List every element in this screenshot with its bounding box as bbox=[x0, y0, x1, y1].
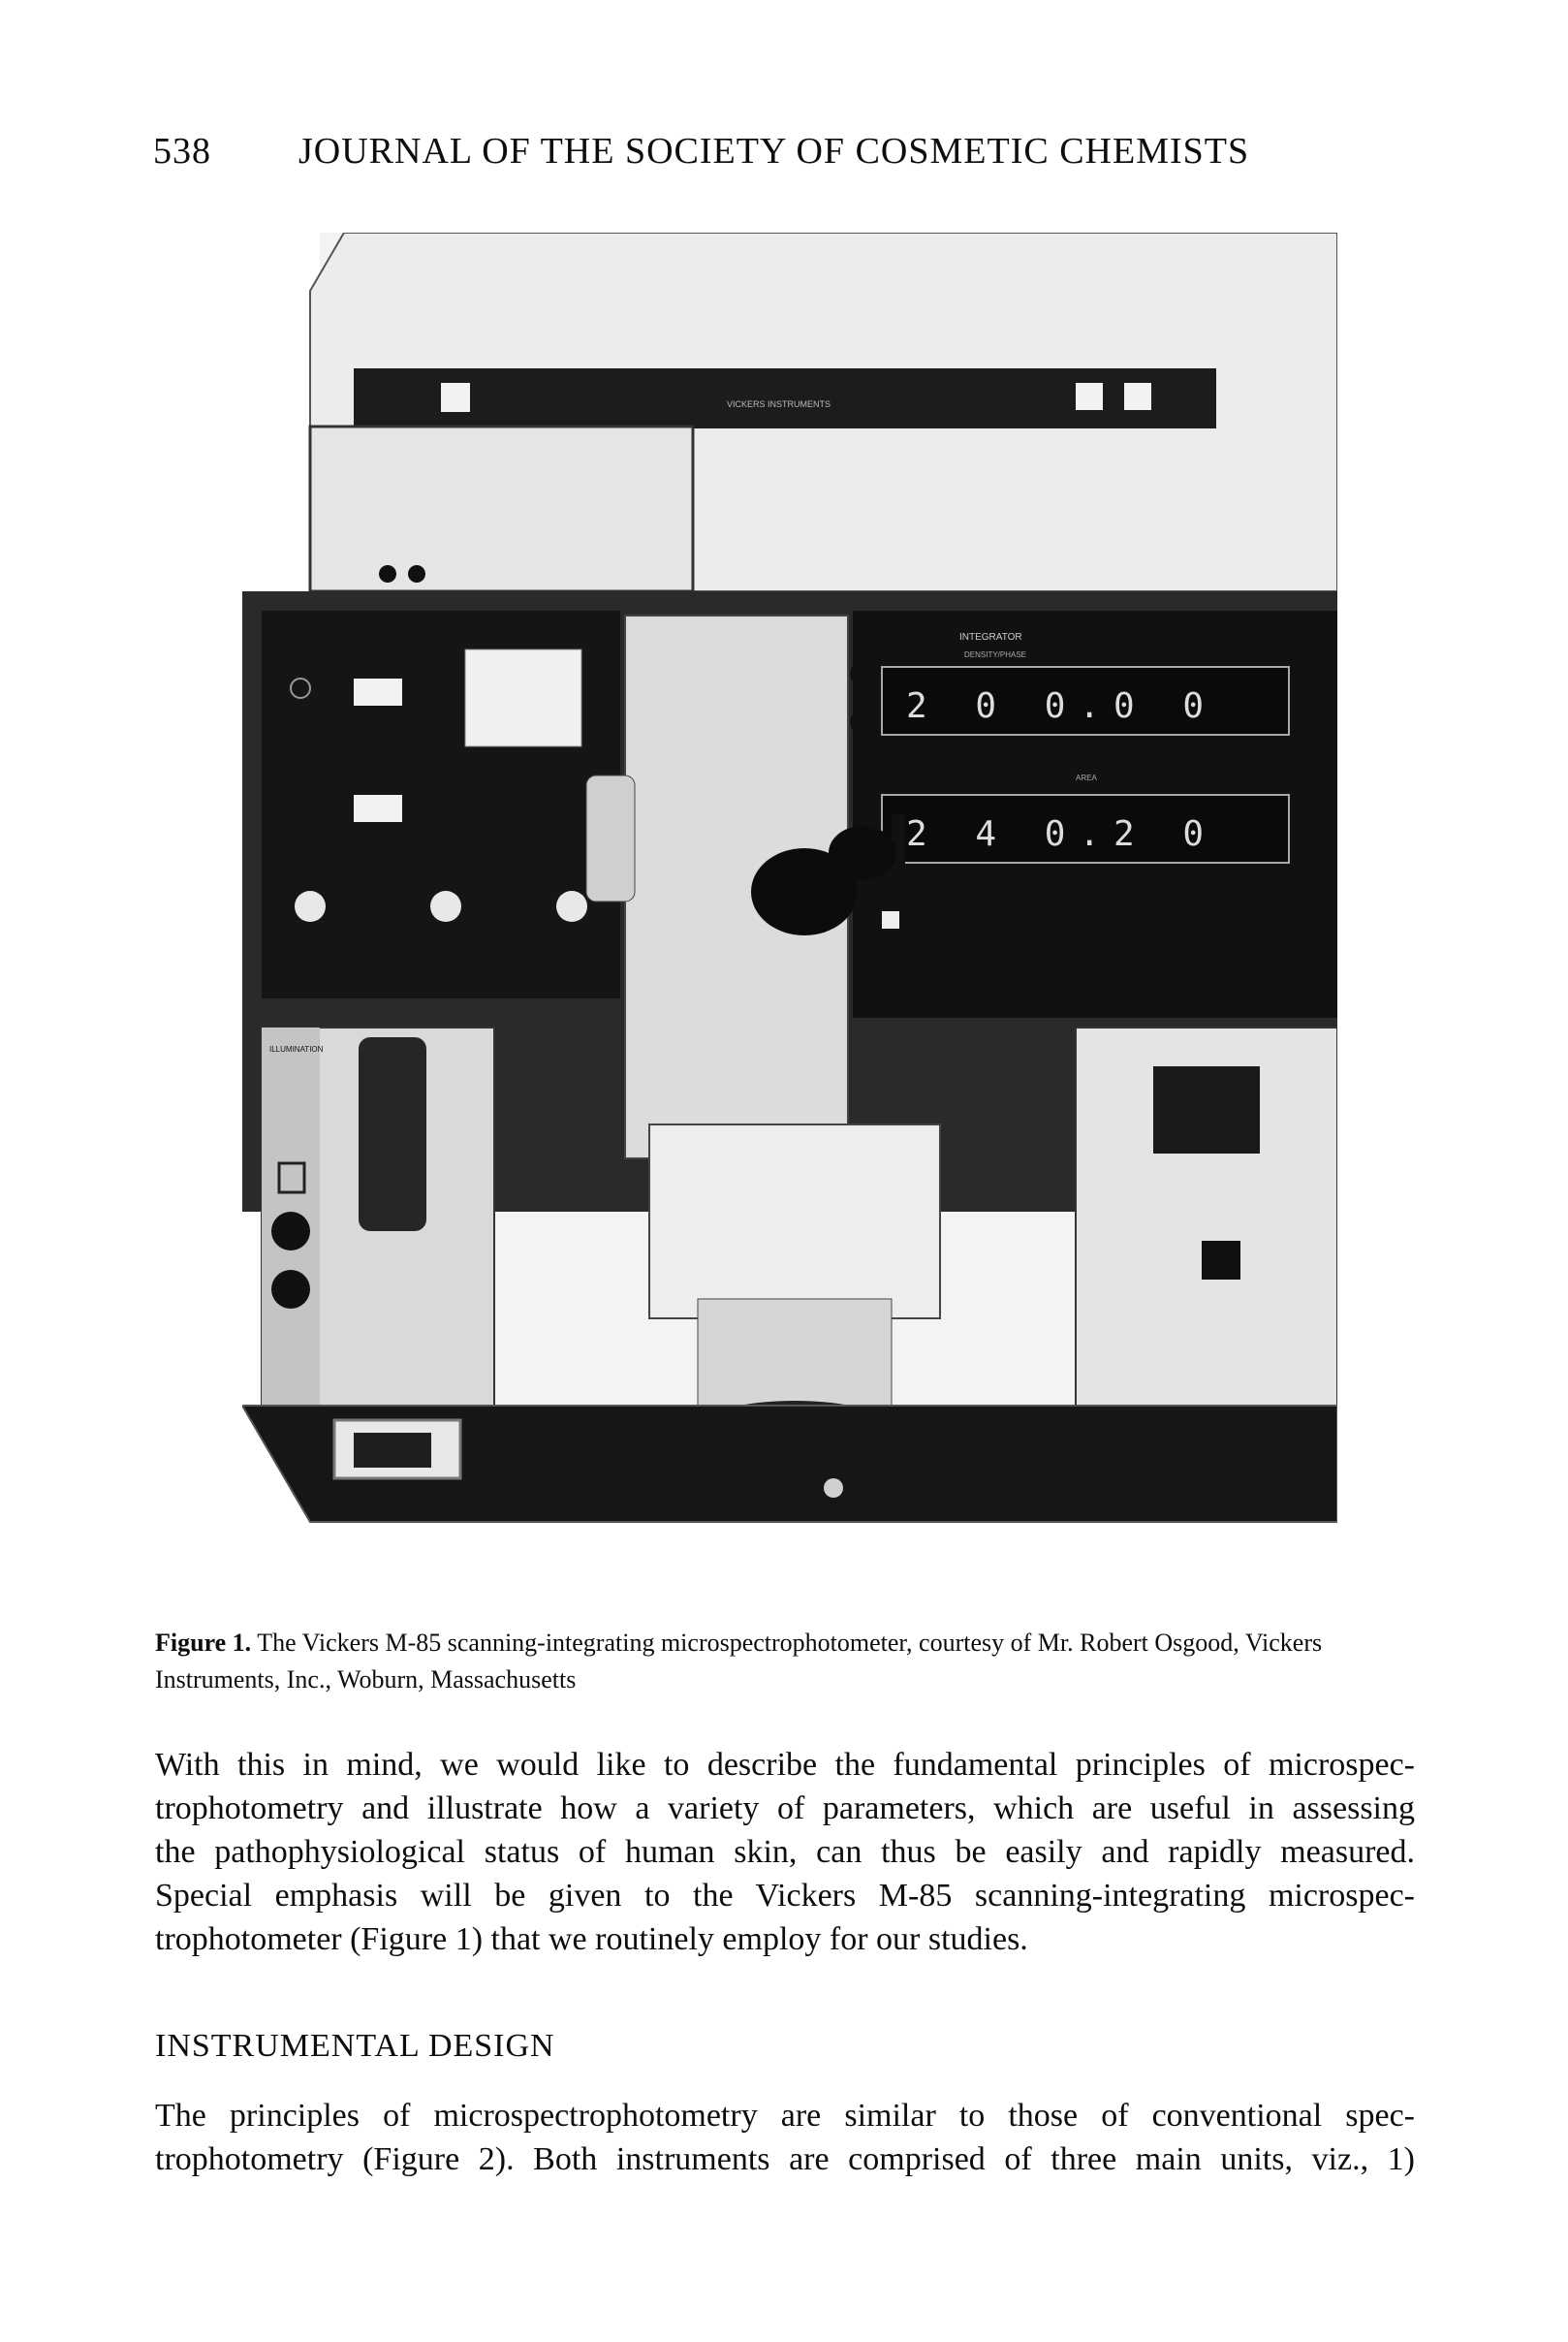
panel-brand-label: VICKERS INSTRUMENTS bbox=[727, 399, 831, 409]
text-line: trophotometer (Figure 1) that we routinely employ for our studies. bbox=[155, 1921, 1028, 1957]
text-line: trophotometry (Figure 2). Both instruments are comprised of three main units, viz., 1) bbox=[155, 2141, 1415, 2177]
page-number: 538 bbox=[153, 131, 211, 172]
figure-caption bbox=[155, 1625, 1415, 1698]
readout-density: 2 0 0.0 0 bbox=[906, 686, 1218, 726]
text-line: With this in mind, we would like to describe the fundamental principles of microspec- bbox=[155, 1747, 1415, 1783]
journal-title: JOURNAL OF THE SOCIETY OF COSMETIC CHEMISTS bbox=[298, 131, 1250, 172]
readout-area: 2 4 0.2 0 bbox=[906, 814, 1218, 854]
integrator-label: INTEGRATOR bbox=[959, 632, 1022, 643]
microspectrophotometer-illustration bbox=[242, 233, 1337, 1609]
section-heading: INSTRUMENTAL DESIGN bbox=[155, 2028, 555, 2064]
text-line: the pathophysiological status of human skin, can thus be easily and rapidly measured. bbox=[155, 1834, 1415, 1870]
text-line: The principles of microspectrophotometry are similar to those of conventional spec- bbox=[155, 2098, 1415, 2134]
text-line: trophotometry and illustrate how a variety of parameters, which are useful in assessing bbox=[155, 1790, 1415, 1826]
area-label: AREA bbox=[1076, 774, 1097, 782]
caption-label: Figure 1. bbox=[155, 1629, 252, 1657]
text-line: Special emphasis will be given to the Vickers M-85 scanning-integrating microspec- bbox=[155, 1878, 1415, 1914]
density-label: DENSITY/PHASE bbox=[964, 650, 1027, 659]
illumination-label: ILLUMINATION bbox=[269, 1045, 324, 1054]
body-paragraph-1 bbox=[155, 1743, 1415, 1961]
figure-1-photo bbox=[242, 233, 1337, 1609]
body-paragraph-2 bbox=[155, 2094, 1415, 2181]
running-head bbox=[153, 130, 1249, 173]
caption-text: The Vickers M-85 scanning-integrating microspectrophotometer, courtesy of Mr. Robert Osgood, Vickers Instruments, Inc., Woburn, Massachusetts bbox=[155, 1629, 1323, 1693]
analog-meter bbox=[465, 649, 581, 746]
panel-switch-left bbox=[441, 383, 470, 412]
